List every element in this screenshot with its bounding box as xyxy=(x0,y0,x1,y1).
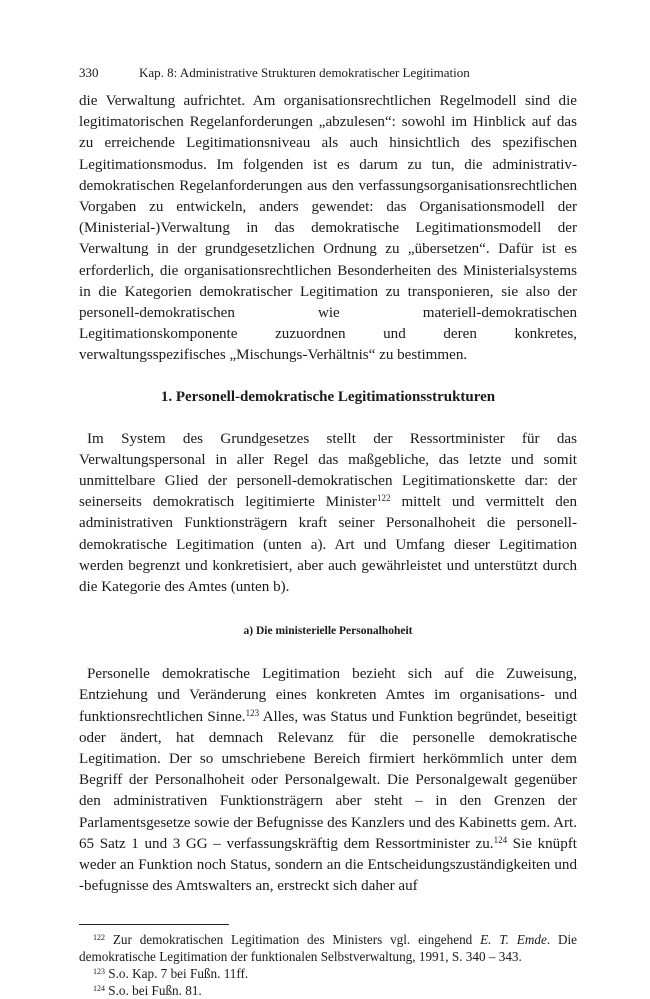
section-heading: 1. Personell-demokratische Legitimationsstrukturen xyxy=(79,387,577,407)
footnote-author: E. T. Emde xyxy=(480,932,547,947)
paragraph-text: Personelle demokratische Legitimation bezieht sich auf die Zuweisung, Entziehung und Veränderung eines konkreten Amtes im organisations- und funktionsrechtlichen Sinne. xyxy=(79,666,577,724)
footnote-ref-124[interactable]: 124 xyxy=(494,835,508,845)
paragraph-text: mittelt und vermittelt den administrativen Funktionsträgern kraft seiner Personalhoheit die personell-demokratische Legitimation (unten a). Art und Umfang dieser Legitimation werden begrenzt und konkretisiert, aber auch gewährleistet und unterstützt durch die Kategorie des Amtes (unten b). xyxy=(79,494,577,595)
footnote-number: 123 xyxy=(93,967,105,976)
footnote-ref-123[interactable]: 123 xyxy=(246,708,260,718)
running-header xyxy=(79,64,577,82)
body-paragraph-2 xyxy=(79,429,577,599)
footnote-122 xyxy=(79,931,577,965)
footnote-text: Zur demokratischen Legitimation des Ministers vgl. eingehend xyxy=(105,932,480,947)
page xyxy=(79,64,577,999)
footnote-number: 122 xyxy=(93,933,105,942)
footnote-124 xyxy=(79,982,577,999)
footnote-text: . Die demokratische Legitimation der funktionalen Selbstverwaltung, 1991, S. 340 – 343. xyxy=(79,932,577,964)
page-number: 330 xyxy=(79,64,139,82)
body-paragraph-1: die Verwaltung aufrichtet. Am organisationsrechtlichen Regelmodell sind die legitimatorischen Regelanforderungen „abzulesen“: sowohl im Hinblick auf das zu erreichende Legitimationsniveau als auch hinsichtlich des spezifischen Legitimationsmodus. Im folgenden ist es darum zu tun, die administrativ-demokratischen Regelanforderungen aus den verfassungsorganisationsrechtlichen Vorgaben zu entwickeln, anders gewendet: das Organisationsmodell der (Ministerial-)Verwaltung in das demokratische Legitimationsmodell der Verwaltung in der grundgesetzlichen Ordnung zu „übersetzen“. Dafür ist es erforderlich, die organisationsrechtlichen Besonderheiten des Ministerialsystems in die Kategorien demokratischer Legitimation zu transponieren, sie also der personell-demokratischen wie materiell-demokratischen Legitimationskomponente zuzuordnen und deren konkretes, verwaltungsspezifisches „Mischungs-Verhältnis“ zu bestimmen. xyxy=(79,91,577,367)
running-title: Kap. 8: Administrative Strukturen demokratischer Legitimation xyxy=(139,65,470,80)
footnotes xyxy=(79,931,577,999)
paragraph-text: Im System des Grundgesetzes stellt der Ressortminister für das Verwaltungspersonal in aller Regel das maßgebliche, das letzte und somit unmittelbare Glied der personell-demokratischen Legitimationskette dar: der seinerseits demokratisch legitimierte Minister xyxy=(79,431,577,511)
footnote-text: S.o. Kap. 7 bei Fußn. 11ff. xyxy=(105,966,248,981)
footnote-ref-122[interactable]: 122 xyxy=(377,493,391,503)
footnote-text: S.o. bei Fußn. 81. xyxy=(105,983,202,998)
footnote-number: 124 xyxy=(93,984,105,993)
paragraph-text: Sie knüpft weder an Funktion noch Status, sondern an die Entscheidungszuständigkeiten und -befugnisse des Amtswalters an, erstreckt sich daher auf xyxy=(79,836,577,894)
footnote-divider xyxy=(79,924,229,925)
body-paragraph-3 xyxy=(79,664,577,897)
footnote-123 xyxy=(79,965,577,982)
subsection-heading: a) Die ministerielle Personalhoheit xyxy=(79,623,577,639)
paragraph-text: Alles, was Status und Funktion begründet, beseitigt oder ändert, hat demnach Relevanz für die personelle demokratische Legitimation. Der so umschriebene Bereich firmiert herkömmlich unter dem Begriff der Personalhoheit oder Personalgewalt. Die Personalgewalt gegenüber den administrativen Funktionsträgern aber steht – in den Grenzen der Parlamentsgesetze sowie der Befugnisse des Kanzlers und des Kabinetts gem. Art. 65 Satz 1 und 3 GG – verfassungskräftig dem Ressortminister zu. xyxy=(79,709,577,852)
